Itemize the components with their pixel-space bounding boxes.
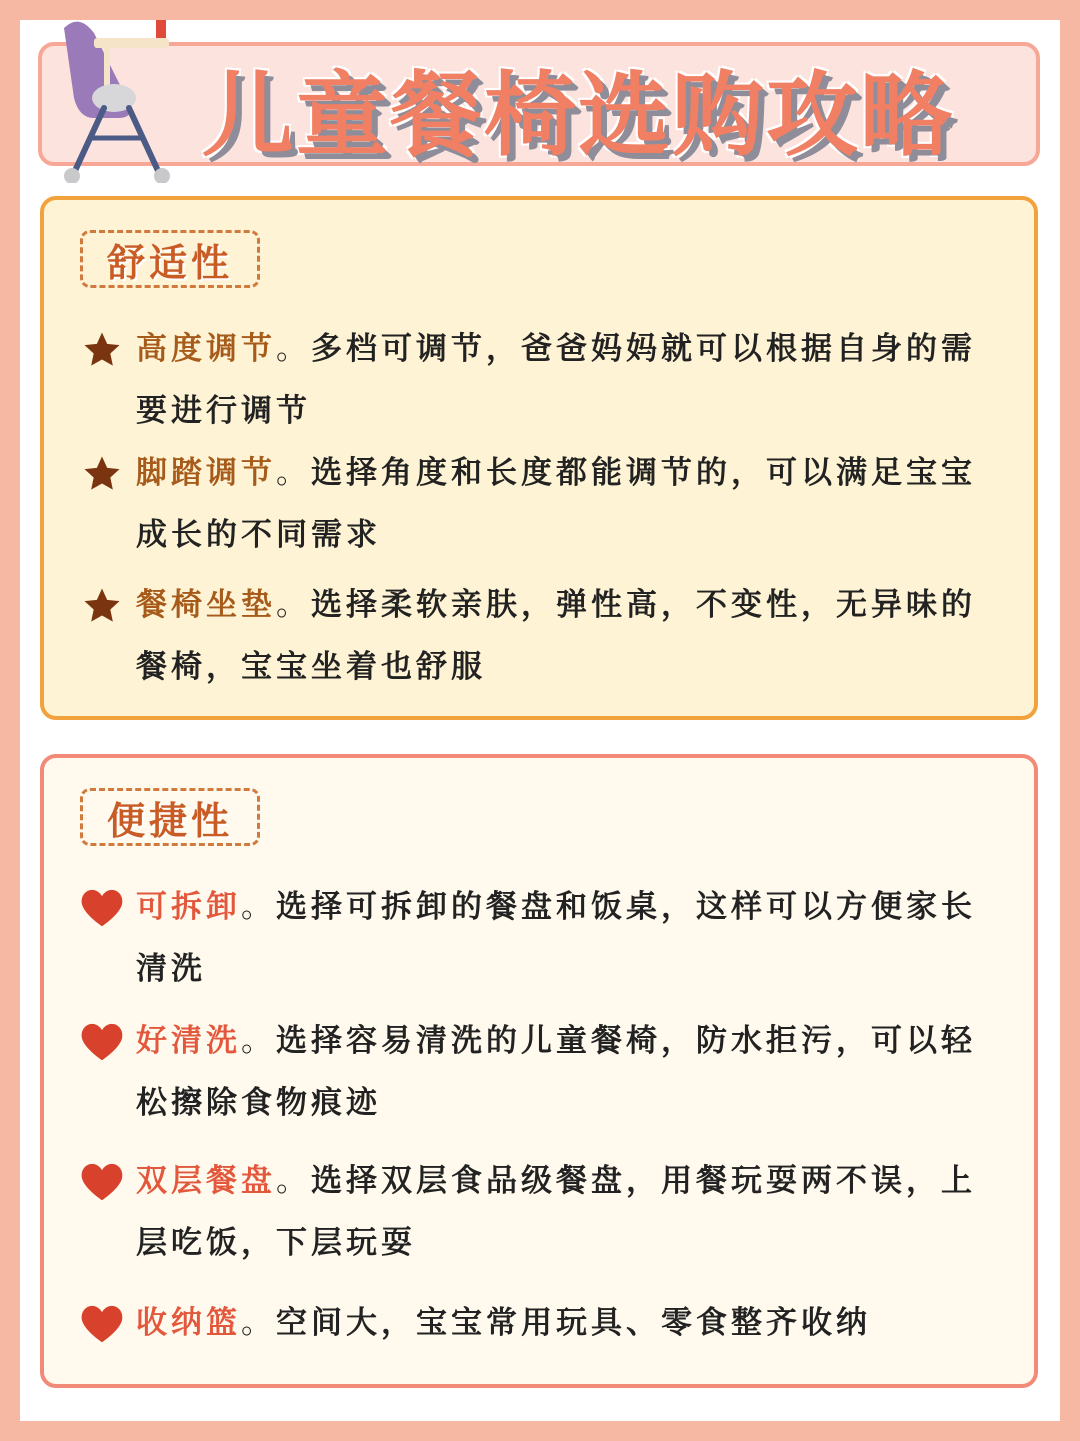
list-item: 脚踏调节。选择角度和长度都能调节的，可以满足宝宝成长的不同需求 [80,442,1010,566]
section-tag: 便捷性 [80,788,260,846]
heart-icon [80,1022,124,1062]
heart-icon [80,1162,124,1202]
comfort-section [40,196,1038,720]
list-item: 高度调节。多档可调节，爸爸妈妈就可以根据自身的需要进行调节 [80,318,1010,442]
page-title: 儿童餐椅选购攻略 [202,62,955,169]
star-icon [80,454,124,494]
title-banner [38,42,1040,169]
page [20,20,1060,1421]
section-tag: 舒适性 [80,230,260,288]
list-item: 收纳篮。空间大，宝宝常用玩具、零食整齐收纳 [80,1292,1010,1354]
star-icon [80,586,124,626]
heart-icon [80,888,124,928]
list-item: 可拆卸。选择可拆卸的餐盘和饭桌，这样可以方便家长清洗 [80,876,1010,1000]
star-icon [80,330,124,370]
list-item: 双层餐盘。选择双层食品级餐盘，用餐玩耍两不误，上层吃饭，下层玩耍 [80,1150,1010,1274]
convenience-section [40,754,1038,1388]
list-item: 餐椅坐垫。选择柔软亲肤，弹性高，不变性，无异味的餐椅，宝宝坐着也舒服 [80,574,1010,698]
heart-icon [80,1304,124,1344]
list-item: 好清洗。选择容易清洗的儿童餐椅，防水拒污，可以轻松擦除食物痕迹 [80,1010,1010,1134]
high-chair-icon [34,8,184,183]
